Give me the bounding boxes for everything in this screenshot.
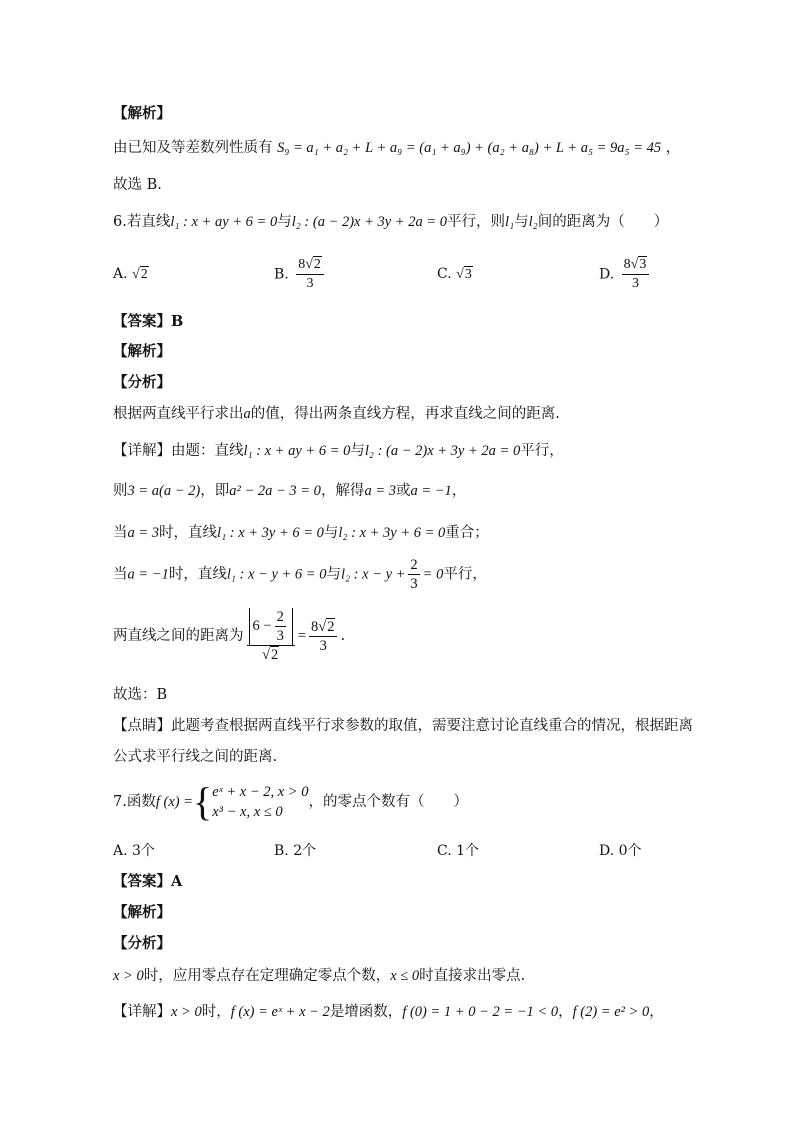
- q6-fenxi-b: 的值，得出两条直线方程，再求直线之间的距离.: [250, 406, 560, 422]
- q6-step4-b: 时，直线: [168, 566, 227, 583]
- q6-step2-eq1: 3 = a(a − 2): [127, 483, 201, 499]
- q7-detail-d: ，: [649, 1004, 664, 1020]
- q6-option-a-radicand: 2: [140, 267, 148, 282]
- q6-option-b-den: 3: [306, 276, 314, 291]
- q6-detail: [113, 441, 564, 461]
- q6-dist-eq: =: [297, 628, 306, 644]
- q6-option-c-radicand: 3: [464, 267, 472, 282]
- q6-answer: 【答案】B: [113, 313, 184, 330]
- q6-dist-inner-fraction: [275, 608, 286, 645]
- q6-step2-d: 或: [395, 483, 411, 499]
- q6-option-b-radicand: 2: [313, 257, 321, 272]
- q6-step4-a: 当: [113, 566, 128, 583]
- q7-option-b: B. 2个: [274, 843, 317, 859]
- q6-dist-fraction: 6 − $\frac{2}{3}$ √2: [247, 608, 295, 664]
- q6-dist-den-rad: 2: [271, 647, 279, 663]
- abs-value: [249, 608, 293, 645]
- q6-dist-fden: 3: [276, 628, 284, 644]
- q6-step2-eq3: a = 3: [364, 483, 396, 499]
- q6-step3-eq: a = 3: [127, 525, 160, 541]
- q7-case2: x³ − x, x ≤ 0: [212, 804, 283, 820]
- q6-fenxi-var: a: [243, 406, 251, 422]
- q6-dist-end: .: [340, 628, 346, 644]
- q7-fenxi-eq2: x ≤ 0: [390, 968, 420, 984]
- analysis-text-prefix: 由已知及等差数列性质有: [113, 140, 273, 156]
- q6-step3: [113, 523, 489, 543]
- sum-formula: S₉ = a₁ + a₂ + L + a₉ = (a₁ + a₉) + (a₂ + a₈) + L + a₅ = 9a₅ = 45: [277, 140, 662, 156]
- q7-fx: f (x) =: [155, 794, 193, 810]
- q6-step2-e: ，: [451, 483, 467, 499]
- q6-suffix: 间的距离为（ ）: [537, 214, 669, 230]
- q6-detail-l2: l₂ : (a − 2)x + 3y + 2a = 0: [364, 443, 521, 459]
- q6-option-b-num: 8: [298, 257, 306, 272]
- q6-step2-b: ，即: [200, 483, 230, 499]
- q6-step4-fnum: 2: [410, 557, 418, 573]
- q6-dianjing-a: 【点睛】此题考查根据两直线平行求参数的取值，需要注意讨论直线重合的情况，根据距离: [113, 718, 693, 734]
- q6-option-d-label: D.: [599, 266, 615, 283]
- q7-suffix: ，的零点个数有（ ）: [308, 794, 468, 810]
- q6-step4-fden: 3: [410, 576, 418, 592]
- q6-step3-d: 重合；: [445, 525, 489, 541]
- q6-step2-c: ，解得: [320, 483, 365, 499]
- q6-option-d-num: 8: [623, 257, 631, 272]
- q7-fenxi-text: [113, 966, 525, 986]
- q6-option-d: [599, 256, 652, 293]
- q6-mid1: 与: [277, 214, 292, 230]
- q7-fenxi-eq1: x > 0: [113, 968, 144, 984]
- q7-answer: 【答案】A: [113, 873, 183, 890]
- q6-option-c-label: C.: [437, 266, 452, 282]
- analysis-heading: 【解析】: [113, 105, 171, 122]
- q6-step2-a: 则: [113, 483, 128, 499]
- q6-step4-fraction: [408, 556, 419, 593]
- q7-option-c: C. 1个: [437, 843, 480, 859]
- q6-option-c: C. √3: [437, 266, 472, 282]
- q6-mid2: 平行，则: [447, 214, 506, 230]
- q7-prefix: 7.函数: [113, 794, 156, 810]
- left-brace: {: [193, 779, 213, 824]
- q6-mid3: 与: [514, 214, 529, 230]
- q6-dist-a: 两直线之间的距离为: [113, 628, 244, 644]
- q7-detail-b: 是增函数，: [329, 1004, 403, 1020]
- q7-detail-eq4: f (2) = e² > 0: [572, 1004, 650, 1020]
- q7-analysis-heading: 【解析】: [113, 904, 171, 921]
- analysis-text: [113, 138, 680, 158]
- q6-distance: [113, 606, 345, 666]
- q6-fenxi-text: [113, 404, 560, 424]
- q6-step3-l1: l₁ : x + 3y + 6 = 0: [217, 525, 324, 541]
- q6-step3-b: 时，直线: [159, 525, 218, 541]
- q7-detail-c: ，: [558, 1004, 573, 1020]
- q6-detail-l1: l₁ : x + ay + 6 = 0: [243, 443, 351, 459]
- q6-step4-c: 与: [326, 566, 341, 583]
- q6-option-d-fraction: $\frac{8√3}{3}$: [622, 256, 650, 293]
- q6-step2: [113, 481, 466, 501]
- q6-step4-l2b: = 0: [422, 566, 444, 583]
- q6-step2-eq4: a = −1: [410, 483, 452, 499]
- q6-option-b-fraction: $\frac{8√2}{3}$: [296, 256, 324, 293]
- q6-detail-label: 【详解】由题：直线: [113, 443, 244, 459]
- q6-line-l1: l₁ : x + ay + 6 = 0: [170, 214, 278, 230]
- q6-l1-symbol: l₁: [505, 214, 515, 230]
- q7-fenxi-heading: 【分析】: [113, 935, 171, 952]
- q6-option-a-label: A.: [113, 266, 128, 282]
- q7-detail: [113, 1002, 664, 1022]
- sqrt-symbol: √2: [132, 267, 148, 282]
- q6-option-a: [113, 264, 149, 285]
- q6-dist-result: $\frac{8√2}{3}$: [309, 618, 337, 655]
- q6-step4-d: 平行，: [443, 566, 487, 583]
- q6-fenxi-a: 根据两直线平行求出: [113, 406, 244, 422]
- analysis-choice: 故选 B.: [113, 177, 162, 193]
- q6-detail-mid: 与: [350, 443, 365, 459]
- q7-detail-eq3: f (0) = 1 + 0 − 2 = −1 < 0: [402, 1004, 559, 1020]
- q6-dist-abs-a: 6 −: [252, 617, 272, 634]
- q6-step3-a: 当: [113, 525, 128, 541]
- q6-step4-l1: l₁ : x − y + 6 = 0: [226, 566, 327, 583]
- q6-step4: [113, 556, 487, 593]
- q6-line-l2: l₂ : (a − 2)x + 3y + 2a = 0: [291, 214, 448, 230]
- q6-fenxi-heading: 【分析】: [113, 374, 171, 391]
- q7-detail-eq2: f (x) = eˣ + x − 2: [230, 1004, 330, 1020]
- question-7: [113, 780, 468, 824]
- q6-dist-fnum: 2: [276, 609, 284, 625]
- q6-dist-res-den: 3: [319, 637, 327, 654]
- q6-option-b: [274, 256, 327, 293]
- q6-step3-c: 与: [323, 525, 339, 541]
- q6-l2-symbol: l₂: [528, 214, 538, 230]
- q7-option-a: A. 3个: [113, 843, 155, 859]
- q7-detail-label: 【详解】: [113, 1004, 171, 1020]
- q6-option-d-radicand: 3: [639, 257, 647, 272]
- q7-cases: [212, 782, 308, 822]
- q6-detail-end: 平行，: [520, 443, 564, 459]
- question-6: [113, 212, 668, 232]
- q6-prefix: 6.若直线: [113, 214, 171, 230]
- q7-detail-a: 时，: [201, 1004, 231, 1020]
- q7-option-d: D. 0个: [599, 843, 642, 859]
- q6-choice: 故选：B: [113, 687, 168, 703]
- q6-dist-res-num: 8: [311, 618, 319, 635]
- q7-detail-eq1: x > 0: [171, 1004, 202, 1020]
- q6-step3-l2: l₂ : x + 3y + 6 = 0: [338, 525, 446, 541]
- analysis-text-suffix: ，: [665, 140, 681, 156]
- q7-fenxi-b: 时直接求出零点.: [419, 968, 526, 984]
- q6-step4-l2a: l₂ : x − y +: [340, 566, 406, 583]
- q6-analysis-heading: 【解析】: [113, 343, 171, 360]
- q7-fenxi-a: 时，应用零点存在定理确定零点个数，: [143, 968, 391, 984]
- q6-dianjing-b: 公式求平行线之间的距离.: [113, 749, 278, 765]
- q6-dist-res-rad: 2: [327, 618, 335, 635]
- q6-option-b-label: B.: [274, 266, 289, 283]
- q7-case1: eˣ + x − 2, x > 0: [212, 784, 309, 800]
- q6-option-d-den: 3: [631, 276, 639, 291]
- q6-step4-eq: a = −1: [127, 566, 169, 583]
- q6-step2-eq2: a² − 2a − 3 = 0: [229, 483, 321, 499]
